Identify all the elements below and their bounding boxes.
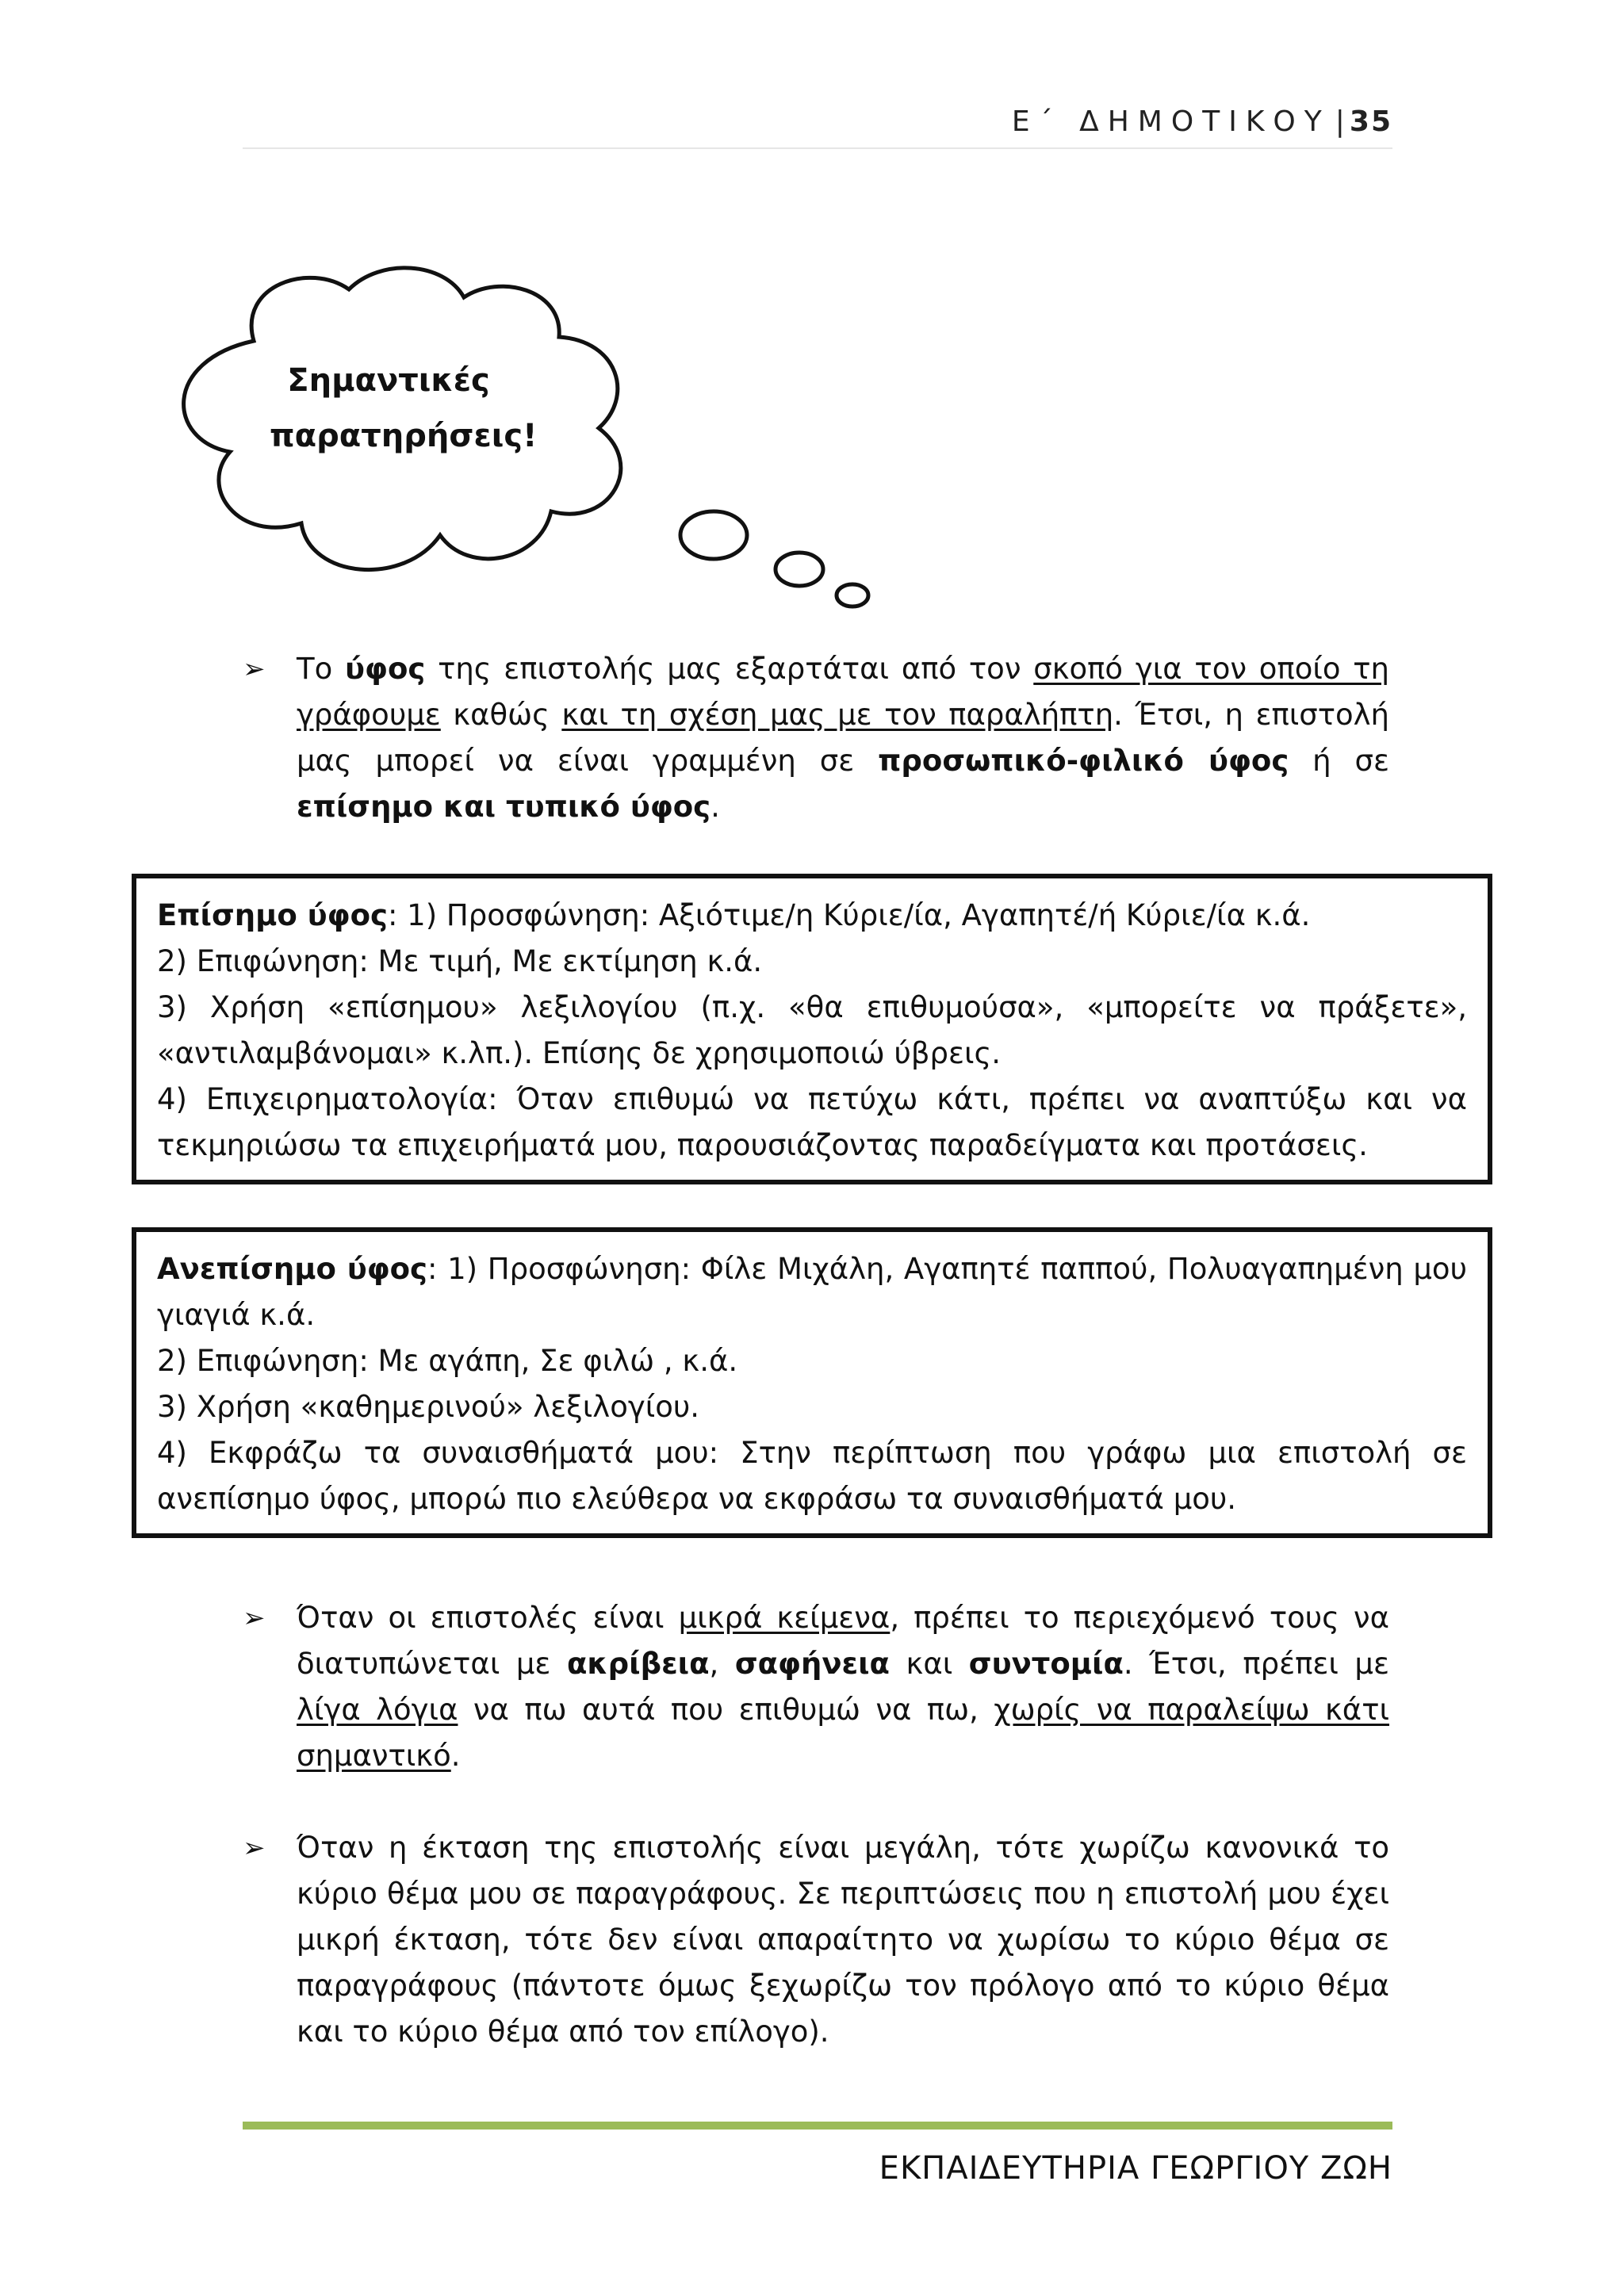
header-separator: | bbox=[1335, 105, 1345, 138]
cloud-line-1: Σημαντικές bbox=[287, 362, 490, 399]
formal-title: Επίσημο ύφος bbox=[157, 898, 388, 932]
formal-line-2: 2) Επιφώνηση: Με τιμή, Με εκτίμηση κ.ά. bbox=[157, 944, 763, 978]
paragraph-short-letters-text: Όταν οι επιστολές είναι μικρά κείμενα, πρέπει το περιεχόμενό τους να διατυπώνεται με ακρίβεια, σαφήνεια και συντομία. Έτσι, πρέπει με λίγα λόγια να πω αυτά που επιθυμώ να πω, χωρίς να παραλείψω κάτι σημαντικό. bbox=[297, 1601, 1389, 1773]
page-header bbox=[243, 95, 1392, 149]
informal-title: Ανεπίσημο ύφος bbox=[157, 1252, 427, 1286]
page-number: 35 bbox=[1349, 105, 1392, 138]
informal-line-2: 2) Επιφώνηση: Με αγάπη, Σε φιλώ , κ.ά. bbox=[157, 1344, 738, 1378]
formal-line-4: 4) Επιχειρηματολογία: Όταν επιθυμώ να πετύχω κάτι, πρέπει να αναπτύξω και να τεκμηριώσω τα επιχειρήματά μου, παρουσιάζοντας παραδείγματα και προτάσεις. bbox=[157, 1082, 1467, 1162]
footer-text: ΕΚΠΑΙΔΕΥΤΗΡΙΑ ΓΕΩΡΓΙΟΥ ΖΩΗ bbox=[879, 2150, 1392, 2187]
arrow-bullet-icon: ➢ bbox=[243, 653, 266, 685]
formal-line-3: 3) Χρήση «επίσημου» λεξιλογίου (π.χ. «θα επιθυμούσα», «μπορείτε να πράξετε», «αντιλαμβάνομαι» κ.λπ.). Επίσης δε χρησιμοποιώ ύβρεις. bbox=[157, 990, 1467, 1070]
formal-style-box bbox=[132, 874, 1492, 1184]
paragraph-style bbox=[243, 646, 1389, 830]
paragraph-long-letters bbox=[243, 1825, 1389, 2055]
cloud-line-2: παρατηρήσεις! bbox=[270, 418, 538, 454]
paragraph-long-letters-text: Όταν η έκταση της επιστολής είναι μεγάλη, τότε χωρίζω κανονικά το κύριο θέμα μου σε παραγράφους. Σε περιπτώσεις που η επιστολή μου έχει μικρή έκταση, τότε δεν είναι απαραίτητο να χωρίσω το κύριο θέμα σε παραγράφους (πάντοτε όμως ξεχωρίζω τον πρόλογο από το κύριο θέμα και το κύριο θέμα από τον επίλογο). bbox=[297, 1831, 1389, 2049]
arrow-bullet-icon: ➢ bbox=[243, 1832, 266, 1864]
informal-line-4: 4) Εκφράζω τα συναισθήματά μου: Στην περίπτωση που γράφω μια επιστολή σε ανεπίσημο ύφος, μπορώ πιο ελεύθερα να εκφράσω τα συναισθήματά μου. bbox=[157, 1436, 1467, 1516]
header-title: Ε΄ ΔΗΜΟΤΙΚΟΥ bbox=[1011, 105, 1331, 138]
footer-divider bbox=[243, 2122, 1392, 2130]
cloud-label bbox=[270, 353, 538, 464]
paragraph-style-text: Το ύφος της επιστολής μας εξαρτάται από τον σκοπό για τον οποίο τη γράφουμε καθώς και τη σχέση μας με τον παραλήπτη. Έτσι, η επιστολή μας μπορεί να είναι γραμμένη σε προσωπικό-φιλικό ύφος ή σε επίσημο και τυπικό ύφος. bbox=[297, 652, 1390, 824]
informal-line-3: 3) Χρήση «καθημερινού» λεξιλογίου. bbox=[157, 1390, 700, 1424]
formal-line-1: Επίσημο ύφος: 1) Προσφώνηση: Αξιότιμε/η Κύριε/ία, Αγαπητέ/ή Κύριε/ία κ.ά. bbox=[157, 898, 1311, 932]
paragraph-short-letters bbox=[243, 1595, 1389, 1779]
informal-style-box bbox=[132, 1227, 1492, 1538]
informal-line-1: Ανεπίσημο ύφος: 1) Προσφώνηση: Φίλε Μιχάλη, Αγαπητέ παππού, Πολυαγαπημένη μου γιαγιά κ.ά. bbox=[157, 1252, 1467, 1332]
arrow-bullet-icon: ➢ bbox=[243, 1602, 266, 1634]
thought-cloud bbox=[151, 254, 912, 618]
